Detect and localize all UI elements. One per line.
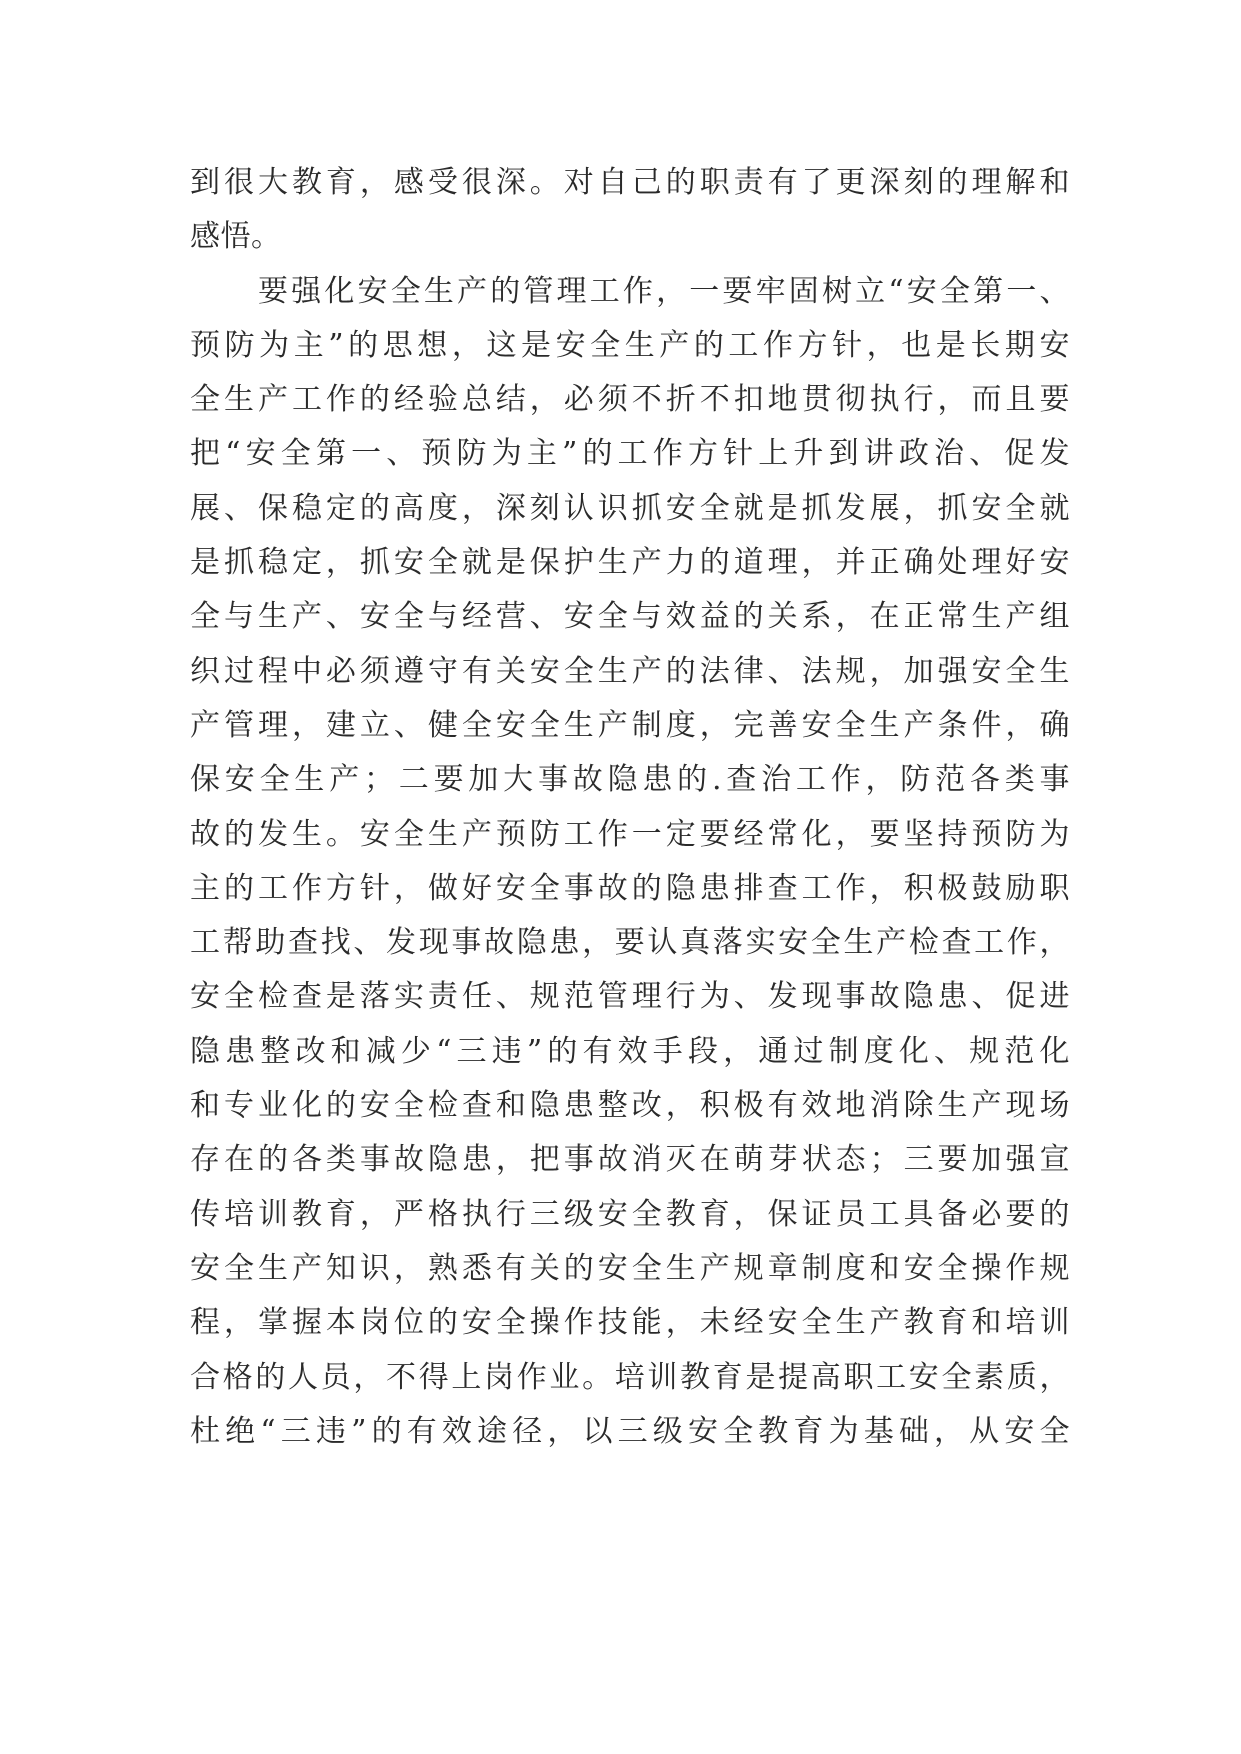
text-line: 全与生产、安全与经营、安全与效益的关系，在正常生产组 [190, 599, 1070, 635]
text-line: 展、保稳定的高度，深刻认识抓安全就是抓发展，抓安全就 [190, 490, 1070, 526]
text-line: 和专业化的安全检查和隐患整改，积极有效地消除生产现场 [190, 1088, 1070, 1124]
text-line: 感悟。 [190, 219, 282, 255]
text-line: 故的发生。安全生产预防工作一定要经常化，要坚持预防为 [190, 816, 1070, 852]
body-text [190, 156, 1070, 1459]
text-line: 安全检查是落实责任、规范管理行为、发现事故隐患、促进 [190, 979, 1070, 1015]
text-line: 工帮助查找、发现事故隐患，要认真落实安全生产检查工作， [190, 925, 1070, 961]
text-line: 存在的各类事故隐患，把事故消灭在萌芽状态；三要加强宣 [190, 1142, 1070, 1178]
paragraph-1 [190, 156, 1070, 265]
text-line: 杜绝“三违”的有效途径，以三级安全教育为基础，从安全 [190, 1413, 1070, 1449]
text-line: 织过程中必须遵守有关安全生产的法律、法规，加强安全生 [190, 653, 1070, 689]
text-line: 预防为主”的思想，这是安全生产的工作方针，也是长期安 [190, 327, 1070, 363]
text-line: 程，掌握本岗位的安全操作技能，未经安全生产教育和培训 [190, 1305, 1070, 1341]
text-line: 主的工作方针，做好安全事故的隐患排查工作，积极鼓励职 [190, 870, 1070, 906]
text-line: 传培训教育，严格执行三级安全教育，保证员工具备必要的 [190, 1196, 1070, 1232]
text-line: 保安全生产；二要加大事故隐患的.查治工作，防范各类事 [190, 762, 1070, 798]
paragraph-2 [190, 265, 1070, 1460]
text-line: 产管理，建立、健全安全生产制度，完善安全生产条件，确 [190, 707, 1070, 743]
text-line: 到很大教育，感受很深。对自己的职责有了更深刻的理解和 [190, 165, 1070, 200]
text-line: 全生产工作的经验总结，必须不折不扣地贯彻执行，而且要 [190, 382, 1070, 418]
text-line: 安全生产知识，熟悉有关的安全生产规章制度和安全操作规 [190, 1250, 1070, 1286]
text-line: 是抓稳定，抓安全就是保护生产力的道理，并正确处理好安 [190, 545, 1070, 581]
text-line: 要强化安全生产的管理工作，一要牢固树立“安全第一、 [258, 273, 1070, 309]
text-line: 合格的人员，不得上岗作业。培训教育是提高职工安全素质， [190, 1359, 1070, 1395]
text-line: 隐患整改和减少“三违”的有效手段，通过制度化、规范化 [190, 1033, 1070, 1069]
text-line: 把“安全第一、预防为主”的工作方针上升到讲政治、促发 [190, 436, 1070, 472]
